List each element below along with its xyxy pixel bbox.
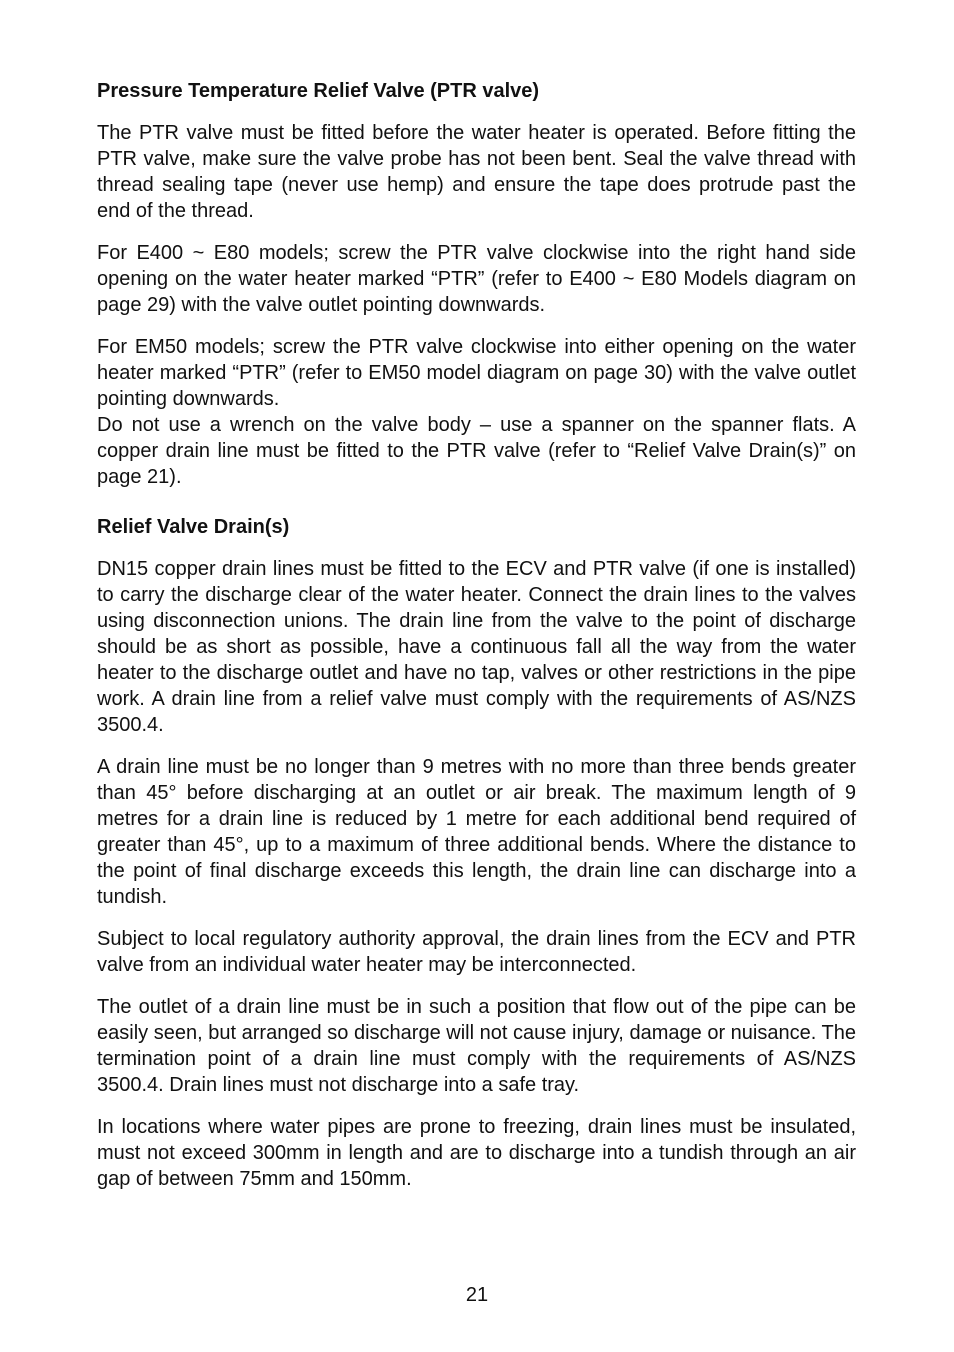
paragraph: A drain line must be no longer than 9 metres with no more than three bends greater than 45° before discharging at an outlet or air break. The maximum length of 9 metres for a drain line is reduced by 1 metre for each additional bend required of greater than 45°, up to a maximum of three additional bends. Where the distance to the point of final discharge exceeds this length, the drain line can discharge into a tundish. — [97, 756, 856, 908]
section-ptr-valve — [97, 78, 856, 490]
paragraph: Subject to local regulatory authority approval, the drain lines from the ECV and PTR valve from an individual water heater may be interconnected. — [97, 928, 856, 976]
section-heading: Relief Valve Drain(s) — [97, 516, 290, 538]
paragraph: The outlet of a drain line must be in such a position that flow out of the pipe can be easily seen, but arranged so discharge will not cause injury, damage or nuisance. The termination point of a drain line must comply with the requirements of AS/NZS 3500.4. Drain lines must not discharge into a safe tray. — [97, 996, 856, 1096]
page-number: 21 — [465, 1284, 489, 1306]
paragraph: The PTR valve must be fitted before the water heater is operated. Before fitting the PTR valve, make sure the valve probe has not been bent. Seal the valve thread with thread sealing tape (never use hemp) and ensure the tape does protrude past the end of the thread. — [97, 122, 856, 222]
paragraph: DN15 copper drain lines must be fitted to the ECV and PTR valve (if one is installed) to carry the discharge clear of the water heater. Connect the drain lines to the valves using disconnection unions. The drain line from the valve to the point of discharge should be as short as possible, have a continuous fall all the way from the water heater to the discharge outlet and have no tap, valves or other restrictions in the pipe work. A drain line from a relief valve must comply with the requirements of AS/NZS 3500.4. — [97, 558, 856, 736]
paragraph: Do not use a wrench on the valve body – use a spanner on the spanner flats. A copper drain line must be fitted to the PTR valve (refer to “Relief Valve Drain(s)” on page 21). — [97, 414, 856, 488]
page-content — [97, 78, 856, 1208]
section-spacer — [97, 506, 856, 514]
section-heading: Pressure Temperature Relief Valve (PTR valve) — [97, 80, 540, 102]
paragraph: In locations where water pipes are prone to freezing, drain lines must be insulated, must not exceed 300mm in length and are to discharge into a tundish through an air gap of between 75mm and 150mm. — [97, 1116, 856, 1190]
paragraph: For EM50 models; screw the PTR valve clockwise into either opening on the water heater marked “PTR” (refer to EM50 model diagram on page 30) with the valve outlet pointing downwards. — [97, 336, 856, 410]
paragraph: For E400 ~ E80 models; screw the PTR valve clockwise into the right hand side opening on the water heater marked “PTR” (refer to E400 ~ E80 Models diagram on page 29) with the valve outlet pointing downwards. — [97, 242, 856, 316]
section-relief-valve-drains — [97, 514, 856, 1192]
